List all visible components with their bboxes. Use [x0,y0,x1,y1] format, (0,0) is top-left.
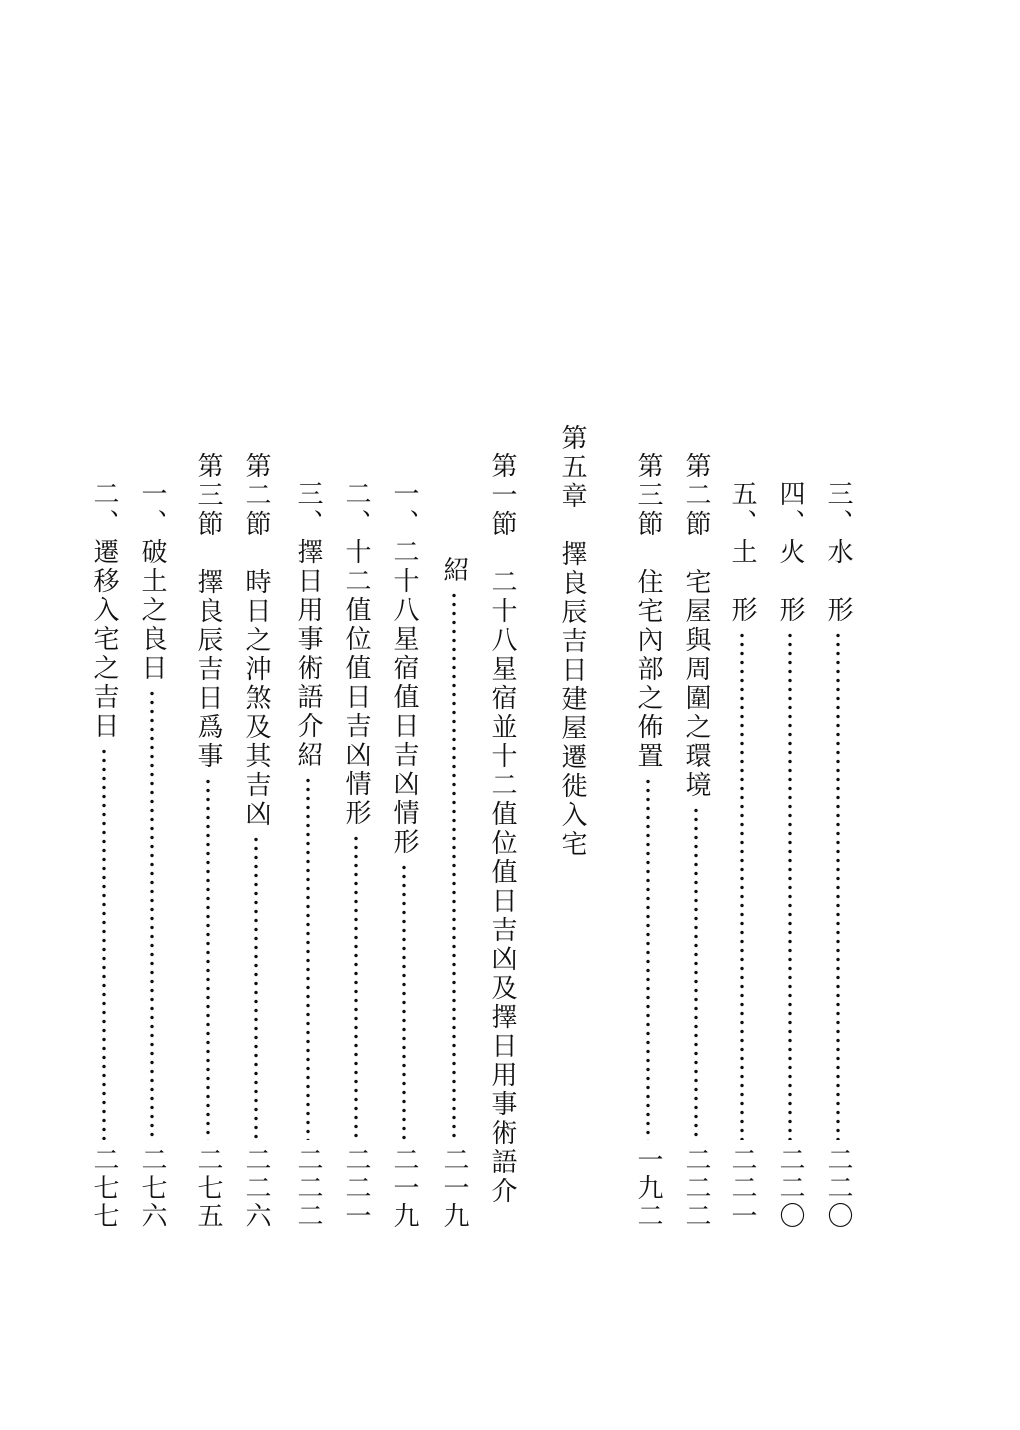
toc-entry-title: 四、火 形 [775,480,805,625]
toc-entry-page: 二七五 [193,1146,223,1230]
toc-entry-title: 紹 [439,556,469,585]
toc-entry-title: 五、土 形 [727,480,757,625]
toc-entry-page: 二七七 [89,1146,119,1230]
toc-entry [132,480,172,1230]
toc-entry-page: 二七六 [137,1146,167,1230]
toc-entry-page: 二一九 [439,1146,469,1230]
toc-entry [628,452,668,1230]
toc-entry [288,480,328,1230]
toc-entry-page: 二二六 [241,1146,271,1230]
toc-entry-title: 二、十二值位值日吉凶情形 [341,480,371,828]
toc-entry [188,452,228,1230]
toc-entry-title: 第一節 二十八星宿並十二值位值日吉凶及擇日用事術語介 [487,452,517,1206]
dot-leader [646,777,650,1140]
toc-entry-title: 第二節 時日之沖煞及其吉凶 [241,452,271,829]
toc-entry [676,452,716,1230]
toc-entry-page: 二二〇 [775,1146,805,1230]
toc-entry-title: 第三節 住宅內部之佈置 [633,452,663,771]
toc-entry-title: 第二節 宅屋與周圍之環境 [681,452,711,800]
toc-entry [482,452,522,1206]
toc-entry [722,480,762,1230]
toc-entry-page: 二二二 [293,1146,323,1230]
toc-entry-title: 三、水 形 [823,480,853,625]
dot-leader [402,863,406,1140]
toc-entry-page: 二二〇 [823,1146,853,1230]
toc-entry [818,480,858,1230]
toc-entry-title: 第三節 擇良辰吉日爲事 [193,452,223,771]
toc-entry-page: 二二一 [727,1146,757,1230]
dot-leader [206,777,210,1140]
toc-entry [84,480,124,1230]
toc-entry [336,480,376,1230]
dot-leader [254,835,258,1140]
toc-entry-continuation [434,556,474,1230]
toc-entry-page: 一九二 [633,1146,663,1230]
dot-leader [306,776,310,1140]
chapter-title: 第五章 擇良辰吉日建屋遷徙入宅 [557,424,587,859]
toc-entry-page: 二一九 [389,1146,419,1230]
toc-entry-page: 二二二 [681,1146,711,1230]
dot-leader [836,631,840,1140]
dot-leader [788,631,792,1140]
toc-entry-title: 二、遷移入宅之吉日 [89,480,119,741]
toc-entry [770,480,810,1230]
toc-entry-title: 三、擇日用事術語介紹 [293,480,323,770]
toc-entry-page: 二二一 [341,1146,371,1230]
dot-leader [740,631,744,1140]
toc-entry [236,452,276,1230]
dot-leader [354,834,358,1140]
toc-entry [384,480,424,1230]
toc-entry-title: 一、破土之良日 [137,480,167,683]
dot-leader [150,689,154,1140]
chapter-heading [552,424,592,859]
dot-leader [694,806,698,1140]
toc-entry-title: 一、二十八星宿值日吉凶情形 [389,480,419,857]
dot-leader [102,747,106,1140]
dot-leader [452,591,456,1140]
